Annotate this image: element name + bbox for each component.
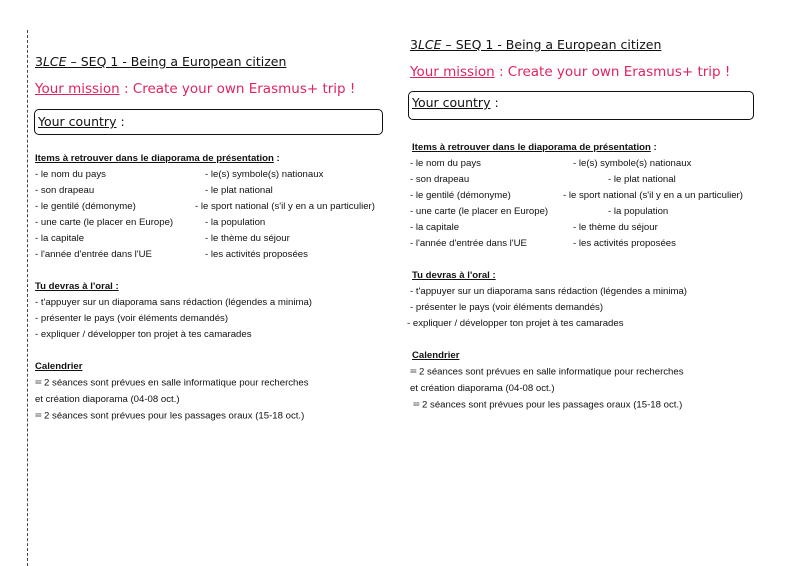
item: - la capitale	[35, 233, 85, 244]
item: - une carte (le placer en Europe)	[410, 206, 549, 217]
calendar-item: et création diaporama (04-08 oct.)	[35, 393, 180, 405]
country-label: Your country	[38, 114, 117, 129]
calendar-item: 2 séances sont prévues en salle informatique pour recherches	[44, 377, 309, 389]
item: - la population	[608, 206, 669, 217]
items-row	[35, 199, 390, 215]
item: - le plat national	[608, 174, 676, 185]
oral-heading: Tu devras à l'oral :	[412, 270, 496, 281]
list-bullet-icon: ≡≡	[410, 369, 417, 375]
item: - le nom du pays	[35, 169, 106, 180]
oral-item: - expliquer / développer ton projet à tes camarades	[407, 318, 624, 329]
calendar-item: et création diaporama (04-08 oct.)	[410, 382, 555, 394]
title-italic: LCE	[42, 54, 67, 69]
mission-text: : Create your own Erasmus+ trip !	[119, 81, 356, 97]
item: - les activités proposées	[205, 249, 308, 260]
item: - l'année d'entrée dans l'UE	[410, 238, 527, 249]
items-row	[410, 156, 770, 172]
items-section	[407, 140, 770, 413]
items-row	[410, 172, 770, 188]
items-row	[35, 167, 390, 183]
item: - le sport national (s'il y en a un particulier)	[563, 190, 743, 201]
items-row	[410, 188, 770, 204]
item: - le(s) symbole(s) nationaux	[573, 158, 692, 169]
item: - le sport national (s'il y en a un particulier)	[195, 201, 375, 212]
items-row	[35, 231, 390, 247]
list-bullet-icon: ≡≡	[413, 401, 420, 408]
worksheet-card-left	[35, 54, 390, 424]
oral-item: - expliquer / développer ton projet à tes camarades	[35, 329, 252, 340]
oral-item: - t'appuyer sur un diaporama sans rédaction (légendes a minima)	[410, 286, 687, 297]
item: - le thème du séjour	[573, 222, 658, 233]
list-bullet-icon: ≡≡	[35, 412, 42, 419]
item: - le gentilé (démonyme)	[410, 190, 511, 201]
item: - son drapeau	[410, 174, 470, 185]
country-field[interactable]	[408, 91, 754, 120]
country-label: Your country	[412, 95, 491, 110]
mission-label: Your mission	[410, 64, 495, 80]
title-prefix: 3	[35, 54, 43, 69]
item: - le thème du séjour	[205, 233, 290, 244]
mission-line	[410, 63, 770, 81]
item: - la population	[205, 217, 266, 228]
item: - l'année d'entrée dans l'UE	[35, 249, 152, 260]
items-heading: Items à retrouver dans le diaporama de présentation	[412, 142, 651, 153]
item: - une carte (le placer en Europe)	[35, 217, 174, 228]
calendar-heading: Calendrier	[35, 361, 83, 372]
items-heading: Items à retrouver dans le diaporama de présentation	[35, 153, 274, 164]
items-section	[35, 151, 390, 424]
item: - la capitale	[410, 222, 460, 233]
country-suffix: :	[116, 114, 125, 129]
item: - les activités proposées	[573, 238, 676, 249]
items-row	[410, 204, 770, 220]
items-row	[410, 220, 770, 236]
item: - le plat national	[205, 185, 273, 196]
title-prefix: 3	[410, 37, 418, 52]
items-row	[35, 247, 390, 263]
mission-line	[35, 80, 390, 98]
calendar-item: 2 séances sont prévues pour les passages oraux (15-18 oct.)	[44, 410, 305, 422]
oral-heading: Tu devras à l'oral :	[35, 281, 119, 292]
mission-label: Your mission	[35, 81, 120, 97]
items-heading-suffix: :	[273, 153, 280, 164]
item: - le(s) symbole(s) nationaux	[205, 169, 324, 180]
calendar-item: 2 séances sont prévues pour les passages oraux (15-18 oct.)	[422, 399, 683, 411]
title-rest: – SEQ 1 - Being a European citizen	[441, 37, 662, 52]
mission-text: : Create your own Erasmus+ trip !	[494, 64, 731, 80]
worksheet-card-right	[407, 37, 770, 413]
list-bullet-icon: ≡≡	[35, 380, 42, 386]
cut-line	[27, 30, 28, 566]
item: - le nom du pays	[410, 158, 481, 169]
oral-item: - t'appuyer sur un diaporama sans rédaction (légendes a minima)	[35, 297, 312, 308]
title-rest: – SEQ 1 - Being a European citizen	[66, 54, 287, 69]
country-suffix: :	[490, 95, 499, 110]
oral-item: - présenter le pays (voir éléments demandés)	[35, 313, 229, 324]
calendar-item: 2 séances sont prévues en salle informatique pour recherches	[419, 366, 684, 378]
items-row	[410, 236, 770, 252]
worksheet-title	[35, 54, 390, 70]
oral-item: - présenter le pays (voir éléments demandés)	[410, 302, 604, 313]
worksheet-title	[410, 37, 770, 53]
items-row	[35, 215, 390, 231]
country-field[interactable]	[34, 109, 383, 135]
calendar-heading: Calendrier	[412, 350, 460, 361]
items-heading-suffix: :	[650, 142, 657, 153]
items-row	[35, 183, 390, 199]
title-italic: LCE	[417, 37, 442, 52]
item: - son drapeau	[35, 185, 95, 196]
item: - le gentilé (démonyme)	[35, 201, 136, 212]
